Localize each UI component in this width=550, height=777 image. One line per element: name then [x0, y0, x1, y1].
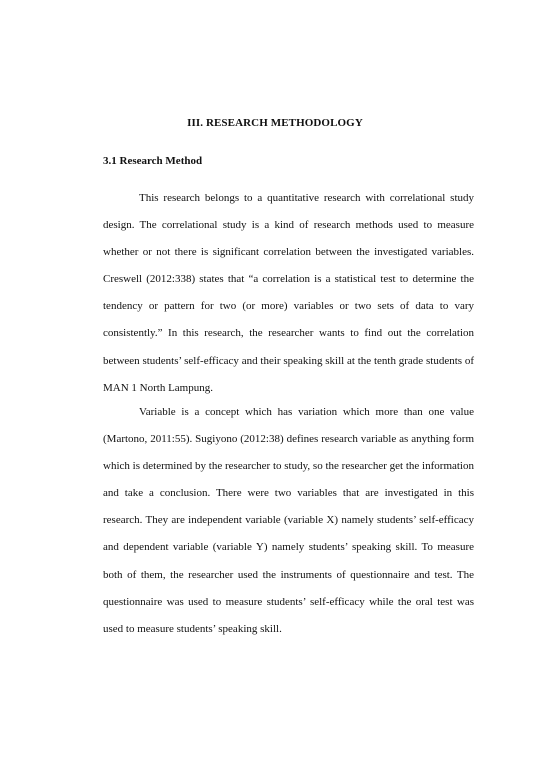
section-heading: 3.1 Research Method: [103, 155, 203, 167]
body-paragraph-variables: Variable is a concept which has variation which more than one value (Martono, 2011:55). Sugiyono (2012:38) defines research variable as anything form which is determined by the researcher to study, so the researcher get the information and take a conclusion. There were two variables that are investigated in this research. They are independent variable (variable X) namely students’ self-efficacy and dependent variable (variable Y) namely students’ speaking skill. To measure both of them, the researcher used the instruments of questionnaire and test. The questionnaire was used to measure students’ self-efficacy while the oral test was used to measure students’ speaking skill.: [103, 406, 474, 635]
chapter-title: III. RESEARCH METHODOLOGY: [187, 117, 363, 129]
body-paragraph-research-method: This research belongs to a quantitative research with correlational study design. The correlational study is a kind of research methods used to measure whether or not there is significant correlation between the investigated variables. Creswell (2012:338) states that “a correlation is a statistical test to determine the tendency or pattern for two (or more) variables or two sets of data to vary consistently.” In this research, the researcher wants to find out the correlation between students’ self-efficacy and their speaking skill at the tenth grade students of MAN 1 North Lampung.: [103, 192, 474, 394]
